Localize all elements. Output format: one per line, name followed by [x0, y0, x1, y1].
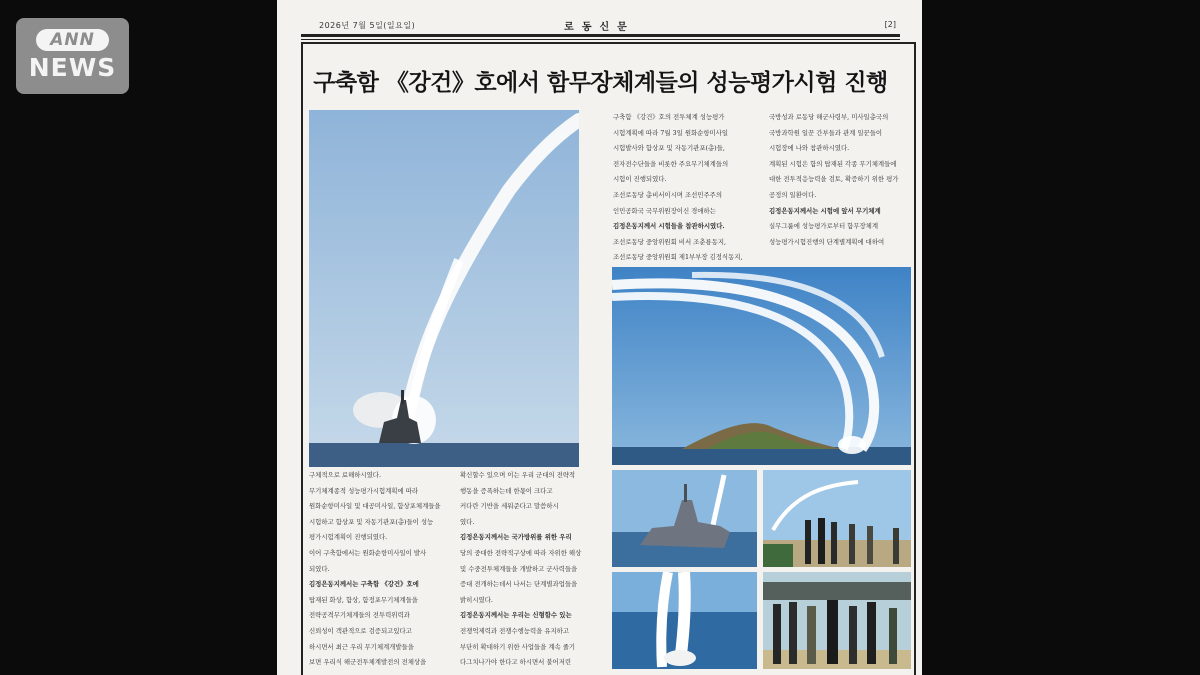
text-line: 탑재된 화상, 함상, 함정포무기체계들을 [309, 595, 418, 604]
text-line: 인민공화국 국무위원장이신 경애하는 [613, 206, 716, 215]
article-text-bottom-left [309, 468, 455, 673]
text-line: 무기체계종적 성능평가시험계획에 따라 [309, 486, 419, 495]
article-text-top-left [613, 110, 759, 268]
text-line: 부단히 확대하기 위한 사업들을 계속 줄기 [460, 642, 576, 651]
text-line: 전략공격무기체계들의 전투력위력과 [309, 611, 410, 620]
text-line: 시험장에 나와 참관하시였다. [769, 144, 850, 153]
text-line: 신뢰성이 객관적으로 검증되고있다고 [309, 626, 412, 635]
text-line: 구체적으로 료해하시였다. [309, 471, 381, 479]
text-line: 구축함 《강건》호의 전투체계 성능평가 [613, 113, 725, 121]
text-line: 김정은동지께서는 우리는 신형함수 있는 [460, 611, 572, 620]
logo-ann-text: ANN [36, 29, 109, 51]
missile-launch-image [309, 110, 579, 467]
logo-news-text: NEWS [28, 53, 117, 82]
newspaper-page [277, 0, 922, 675]
text-line: 조선로동당 중앙위원회 비서 조춘룡동지, [613, 237, 727, 246]
text-line: 행동을 증폭하는데 한몫이 크다고 [460, 486, 553, 495]
text-line: 다그치나가야 한다고 하시면서 불어저린 [460, 658, 572, 667]
vertical-launch-image [612, 572, 757, 669]
officials-group-image [763, 572, 911, 669]
destroyer-image [612, 470, 757, 567]
text-line: 확신할수 있으며 이는 우리 군대의 전략적 [460, 471, 576, 479]
article-text-top-right [769, 110, 911, 268]
text-line: 전쟁억제력과 전쟁수행능력을 유지하고 [460, 626, 570, 635]
text-line: 전자전수단들을 비롯한 주요무기체계들의 [613, 159, 729, 168]
text-line: 시험하고 함상포 및 자동기관포(총)들이 성능 [309, 517, 434, 526]
article-text-bottom-right [460, 468, 606, 673]
text-line: 김정은동지께서 시험들을 참관하시였다. [613, 222, 725, 231]
text-line: 김정은동지께서는 국가방위를 위한 우리 [460, 533, 572, 542]
article-headline: 구축함 《강건》호에서 함무장체계들의 성능평가시험 진행 [313, 70, 888, 96]
photo-vertical-launch [612, 572, 757, 669]
text-line: 원화순항미사일 및 대공미사일, 함상포체계들을 [309, 502, 441, 511]
text-line: 계획된 시험은 함의 탑재된 각종 무기체계들에 [769, 159, 897, 168]
text-line: 커다란 기반을 세워준다고 말씀하시 [460, 502, 559, 511]
masthead [299, 14, 900, 34]
masthead-rule [301, 34, 900, 37]
text-line: 실무그룹에 성능평가로부터 함무장체계 [769, 222, 879, 231]
text-line: 이어 구축함에서는 원화순항미사일이 발사 [309, 548, 427, 557]
main-photo-missile-launch [309, 110, 579, 467]
text-line: 국방과학원 일꾼 간부들과 관계 일꾼들이 [769, 128, 883, 137]
text-line: 공정의 일환이다. [769, 190, 817, 199]
text-line: 김정은동지께서는 시험에 앞서 무기체계 [769, 206, 881, 215]
text-line: 국방성과 로동당 해군사령부, 미사일총국의 [769, 113, 889, 121]
text-line: 시험이 진행되였다. [613, 175, 667, 184]
text-line: 시험계획에 따라 7월 3일 원화순항미사일 [613, 128, 729, 137]
masthead-rule-thin [301, 39, 900, 40]
officials-watching-image [763, 470, 911, 567]
text-line: 시험발사와 함상포 및 자동기관포(총)들, [613, 144, 725, 153]
photo-smoke-trails-island [612, 267, 911, 465]
text-line: 하시면서 최근 우리 무기체계개발들을 [309, 642, 414, 651]
masthead-date: 2026년 7월 5일(일요일) [319, 21, 416, 30]
text-line: 증대 전개하는데서 나서는 단계별과업들을 [460, 580, 578, 589]
photo-officials-watching [763, 470, 911, 567]
text-line: 보면 우리식 해군전투체계발전의 전체상을 [309, 658, 427, 667]
text-line: 성능평가시험진행의 단계별계획에 대하여 [769, 237, 885, 246]
photo-destroyer-closeup [612, 470, 757, 567]
text-line: 밝히시였다. [460, 595, 493, 604]
text-line: 및 수중전투체계들을 개발하고 군사력들을 [460, 564, 578, 573]
text-line: 였다. [460, 517, 475, 526]
text-line: 김정은동지께서는 구축함 《강건》호에 [309, 580, 419, 589]
photo-officials-group [763, 572, 911, 669]
text-line: 대한 전투적응능력을 검토, 확증하기 위한 평가 [769, 175, 899, 184]
masthead-page-number: [2] [884, 20, 896, 29]
text-line: 되였다. [309, 564, 330, 573]
text-line: 조선로동당 중앙위원회 제1부부장 김정식동지, [613, 253, 743, 262]
text-line: 조선로동당 총비서이시며 조선민주주의 [613, 190, 723, 199]
ann-news-logo [16, 18, 129, 94]
smoke-trails-image [612, 267, 911, 465]
masthead-name: 로동신문 [564, 22, 635, 33]
text-line: 평가시험계획이 진행되였다. [309, 533, 388, 542]
text-line: 당의 중대한 전략적구상에 따라 자위한 해상 [460, 548, 582, 557]
